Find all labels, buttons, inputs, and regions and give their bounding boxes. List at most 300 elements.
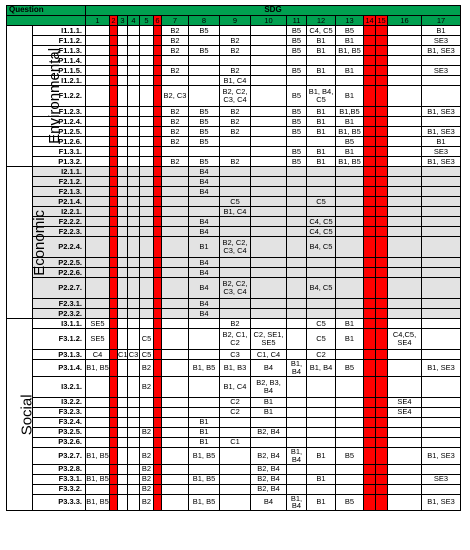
cell-sdg-15 [376, 417, 388, 427]
cell-sdg-4 [128, 197, 140, 207]
cell-sdg-15 [376, 474, 388, 484]
table-row [7, 56, 461, 66]
cell-sdg-17 [422, 86, 461, 107]
cell-sdg-12: B1 [307, 36, 336, 46]
cell-sdg-8: B1, B5 [189, 474, 220, 484]
cell-sdg-7 [162, 397, 189, 407]
cell-sdg-4 [128, 484, 140, 494]
cell-sdg-15 [376, 464, 388, 474]
cell-sdg-13: B1 [336, 86, 364, 107]
cell-sdg-13: B5 [336, 26, 364, 36]
cell-sdg-2 [110, 26, 118, 36]
table-row [7, 66, 461, 76]
cell-sdg-9: B2 [220, 107, 251, 117]
number-row-spacer [7, 16, 86, 26]
question-header: Question [7, 6, 86, 16]
table-row [7, 417, 461, 427]
cell-sdg-4 [128, 217, 140, 227]
cell-sdg-9 [220, 417, 251, 427]
cell-sdg-5 [140, 127, 154, 137]
cell-sdg-14 [364, 237, 376, 258]
cell-sdg-13: B1 [336, 319, 364, 329]
cell-sdg-11 [287, 397, 307, 407]
cell-sdg-3 [118, 237, 128, 258]
cell-sdg-10: C1, C4 [251, 350, 287, 360]
cell-sdg-11 [287, 137, 307, 147]
cell-sdg-6 [154, 329, 162, 350]
cell-sdg-11 [287, 407, 307, 417]
cell-sdg-13: B1 [336, 147, 364, 157]
table-row [7, 157, 461, 167]
cell-sdg-7 [162, 319, 189, 329]
cell-sdg-8: B4 [189, 258, 220, 268]
cell-sdg-5 [140, 107, 154, 117]
cell-sdg-10 [251, 268, 287, 278]
cell-sdg-9 [220, 427, 251, 437]
cell-sdg-12: C2 [307, 350, 336, 360]
cell-sdg-8: B4 [189, 227, 220, 237]
cell-sdg-14 [364, 217, 376, 227]
cell-sdg-14 [364, 309, 376, 319]
cell-sdg-14 [364, 360, 376, 377]
cell-sdg-6 [154, 147, 162, 157]
cell-sdg-12: B1 [307, 117, 336, 127]
cell-sdg-2 [110, 187, 118, 197]
cell-sdg-1 [86, 407, 110, 417]
cell-sdg-4 [128, 437, 140, 447]
cell-sdg-11: B1, B4 [287, 494, 307, 511]
cell-sdg-12: B1 [307, 157, 336, 167]
cell-sdg-7: B2 [162, 137, 189, 147]
cell-sdg-3 [118, 137, 128, 147]
cell-sdg-8 [189, 66, 220, 76]
cell-sdg-1 [86, 464, 110, 474]
cell-sdg-3 [118, 117, 128, 127]
cell-sdg-7 [162, 187, 189, 197]
cell-sdg-2 [110, 427, 118, 437]
cell-sdg-3 [118, 36, 128, 46]
question-code: P1.1.5. [33, 66, 86, 76]
question-code: F1.2.2. [33, 86, 86, 107]
table-row [7, 86, 461, 107]
cell-sdg-14 [364, 278, 376, 299]
cell-sdg-12: B1, B4, C5 [307, 86, 336, 107]
cell-sdg-4: C3 [128, 349, 139, 359]
cell-sdg-6 [154, 350, 162, 360]
cell-sdg-4 [128, 187, 140, 197]
table-row [7, 447, 461, 464]
question-code: P1.2.5. [33, 127, 86, 137]
cell-sdg-8: B1 [189, 427, 220, 437]
cell-sdg-14 [364, 157, 376, 167]
cell-sdg-12 [307, 56, 336, 66]
cell-sdg-7 [162, 76, 189, 86]
cell-sdg-6 [154, 207, 162, 217]
cell-sdg-1 [86, 36, 110, 46]
cell-sdg-7 [162, 407, 189, 417]
cell-sdg-7 [162, 147, 189, 157]
cell-sdg-12: B1 [307, 474, 336, 484]
cell-sdg-1 [86, 427, 110, 437]
cell-sdg-2 [110, 167, 118, 177]
question-code: P1.2.6. [33, 137, 86, 147]
table-row [7, 309, 461, 319]
cell-sdg-11 [287, 474, 307, 484]
cell-sdg-6 [154, 167, 162, 177]
cell-sdg-1 [86, 484, 110, 494]
question-code: P3.1.4. [33, 360, 86, 377]
cell-sdg-14 [364, 258, 376, 268]
cell-sdg-13: B5 [336, 137, 364, 147]
cell-sdg-8 [189, 397, 220, 407]
cell-sdg-3 [118, 127, 128, 137]
cell-sdg-4 [128, 227, 140, 237]
cell-sdg-1 [86, 147, 110, 157]
cell-sdg-5 [140, 46, 154, 56]
cell-sdg-10 [251, 299, 287, 309]
cell-sdg-17: B1 [422, 137, 461, 147]
table-row [7, 427, 461, 437]
cell-sdg-10 [251, 127, 287, 137]
cell-sdg-5 [140, 147, 154, 157]
cell-sdg-14 [364, 76, 376, 86]
cell-sdg-16 [388, 278, 422, 299]
cell-sdg-8 [189, 484, 220, 494]
sdg-col-9: 9 [220, 16, 251, 26]
cell-sdg-13 [336, 309, 364, 319]
cell-sdg-3 [118, 329, 128, 350]
cell-sdg-17 [422, 268, 461, 278]
cell-sdg-10 [251, 207, 287, 217]
cell-sdg-4 [128, 66, 140, 76]
question-code: P3.1.3. [33, 350, 86, 360]
question-code: I1.1.1. [33, 26, 86, 36]
cell-sdg-9 [220, 56, 251, 66]
cell-sdg-5: B2 [140, 484, 154, 494]
cell-sdg-11: B5 [287, 36, 307, 46]
cell-sdg-16 [388, 157, 422, 167]
cell-sdg-16 [388, 217, 422, 227]
cell-sdg-5: B2 [140, 464, 154, 474]
cell-sdg-9: C3 [220, 350, 251, 360]
cell-sdg-7: B2, C3 [162, 86, 189, 107]
cell-sdg-10 [251, 177, 287, 187]
question-code: P1.3.2. [33, 157, 86, 167]
cell-sdg-13: B1,B5 [336, 107, 364, 117]
cell-sdg-8 [189, 147, 220, 157]
cell-sdg-9 [220, 447, 251, 464]
cell-sdg-14 [364, 397, 376, 407]
cell-sdg-17 [422, 56, 461, 66]
cell-sdg-6 [154, 407, 162, 417]
cell-sdg-3 [118, 360, 128, 377]
cell-sdg-7 [162, 437, 189, 447]
cell-sdg-1 [86, 56, 110, 66]
question-code: P2.3.2. [33, 309, 86, 319]
cell-sdg-17 [422, 417, 461, 427]
cell-sdg-8: B5 [189, 137, 220, 147]
cell-sdg-15 [376, 66, 388, 76]
cell-sdg-2 [110, 207, 118, 217]
cell-sdg-5: C5 [140, 350, 154, 360]
cell-sdg-13: B1 [336, 117, 364, 127]
question-code: P3.2.8. [33, 464, 86, 474]
cell-sdg-12 [307, 484, 336, 494]
cell-sdg-12 [307, 187, 336, 197]
cell-sdg-5: B2 [140, 474, 154, 484]
cell-sdg-3 [118, 187, 128, 197]
cell-sdg-15 [376, 447, 388, 464]
cell-sdg-12 [307, 207, 336, 217]
cell-sdg-2 [110, 237, 118, 258]
cell-sdg-8: B1, B5 [189, 447, 220, 464]
cell-sdg-11: B5 [287, 147, 307, 157]
question-code: P3.3.3. [33, 494, 86, 511]
cell-sdg-17: B1, SE3 [422, 127, 461, 137]
cell-sdg-1: B1, B5 [86, 360, 110, 377]
cell-sdg-10 [251, 147, 287, 157]
cell-sdg-6 [154, 177, 162, 187]
cell-sdg-14 [364, 207, 376, 217]
cell-sdg-8 [189, 407, 220, 417]
cell-sdg-15 [376, 319, 388, 329]
cell-sdg-5 [140, 397, 154, 407]
cell-sdg-3 [118, 107, 128, 117]
table-row [7, 117, 461, 127]
cell-sdg-9 [220, 474, 251, 484]
cell-sdg-9 [220, 147, 251, 157]
question-code: P2.2.6. [33, 268, 86, 278]
cell-sdg-13: B5 [336, 494, 364, 511]
cell-sdg-8: B5 [189, 107, 220, 117]
cell-sdg-11 [287, 484, 307, 494]
cell-sdg-8 [189, 319, 220, 329]
cell-sdg-5 [140, 437, 154, 447]
cell-sdg-10 [251, 46, 287, 56]
cell-sdg-11 [287, 56, 307, 66]
cell-sdg-14 [364, 127, 376, 137]
cell-sdg-7 [162, 494, 189, 511]
group-label-text: Social [18, 394, 36, 436]
cell-sdg-3 [118, 417, 128, 427]
cell-sdg-16 [388, 319, 422, 329]
cell-sdg-3 [118, 309, 128, 319]
cell-sdg-14 [364, 107, 376, 117]
question-code: F2.3.1. [33, 299, 86, 309]
cell-sdg-11 [287, 437, 307, 447]
cell-sdg-17 [422, 227, 461, 237]
cell-sdg-2 [110, 177, 118, 187]
question-code: I2.2.1. [33, 207, 86, 217]
cell-sdg-1 [86, 127, 110, 137]
cell-sdg-3 [118, 376, 128, 397]
cell-sdg-16 [388, 268, 422, 278]
table-row [7, 258, 461, 268]
cell-sdg-1 [86, 268, 110, 278]
question-code: I1.2.1. [33, 76, 86, 86]
cell-sdg-5 [140, 36, 154, 46]
cell-sdg-10 [251, 36, 287, 46]
cell-sdg-15 [376, 147, 388, 157]
cell-sdg-4 [128, 207, 140, 217]
cell-sdg-1 [86, 299, 110, 309]
cell-sdg-16: C4,C5, SE4 [388, 329, 422, 350]
cell-sdg-10 [251, 258, 287, 268]
table-row [7, 46, 461, 56]
cell-sdg-2 [110, 319, 118, 329]
cell-sdg-10 [251, 157, 287, 167]
sdg-col-5: 5 [140, 16, 154, 26]
cell-sdg-12: B4, C5 [307, 237, 336, 258]
cell-sdg-8: B1, B5 [189, 494, 220, 511]
cell-sdg-17 [422, 427, 461, 437]
cell-sdg-7 [162, 258, 189, 268]
cell-sdg-14 [364, 56, 376, 66]
cell-sdg-5 [140, 56, 154, 66]
cell-sdg-12: B1 [307, 147, 336, 157]
cell-sdg-5 [140, 258, 154, 268]
cell-sdg-16: SE4 [388, 397, 422, 407]
cell-sdg-17: B1, SE3 [422, 447, 461, 464]
cell-sdg-12: B1, B4 [307, 360, 336, 377]
table-row [7, 278, 461, 299]
cell-sdg-7 [162, 299, 189, 309]
cell-sdg-9 [220, 26, 251, 36]
cell-sdg-6 [154, 427, 162, 437]
cell-sdg-8: B5 [189, 117, 220, 127]
cell-sdg-17: SE3 [422, 66, 461, 76]
cell-sdg-12: C5 [307, 319, 336, 329]
cell-sdg-16 [388, 309, 422, 319]
cell-sdg-16 [388, 360, 422, 377]
cell-sdg-10: B2, B3, B4 [251, 376, 287, 397]
cell-sdg-2 [110, 268, 118, 278]
cell-sdg-9 [220, 309, 251, 319]
cell-sdg-10 [251, 76, 287, 86]
cell-sdg-8 [189, 207, 220, 217]
cell-sdg-11 [287, 329, 307, 350]
cell-sdg-8: B5 [189, 26, 220, 36]
cell-sdg-2 [110, 56, 118, 66]
table-row [7, 484, 461, 494]
sdg-col-13: 13 [336, 16, 364, 26]
cell-sdg-14 [364, 427, 376, 437]
cell-sdg-15 [376, 187, 388, 197]
cell-sdg-3 [118, 76, 128, 86]
cell-sdg-2 [110, 36, 118, 46]
cell-sdg-16 [388, 227, 422, 237]
cell-sdg-9: B2, C2, C3, C4 [220, 86, 251, 107]
cell-sdg-9: B2 [220, 66, 251, 76]
cell-sdg-15 [376, 56, 388, 66]
cell-sdg-1 [86, 397, 110, 407]
cell-sdg-14 [364, 187, 376, 197]
cell-sdg-6 [154, 157, 162, 167]
cell-sdg-12: B1 [307, 447, 336, 464]
cell-sdg-1 [86, 187, 110, 197]
cell-sdg-7 [162, 447, 189, 464]
cell-sdg-17 [422, 309, 461, 319]
cell-sdg-16 [388, 56, 422, 66]
cell-sdg-9 [220, 227, 251, 237]
cell-sdg-6 [154, 309, 162, 319]
cell-sdg-4 [128, 117, 140, 127]
cell-sdg-6 [154, 237, 162, 258]
cell-sdg-6 [154, 319, 162, 329]
cell-sdg-3 [118, 447, 128, 464]
cell-sdg-16 [388, 86, 422, 107]
cell-sdg-6 [154, 299, 162, 309]
sdg-col-11: 11 [287, 16, 307, 26]
question-code: F2.1.2. [33, 177, 86, 187]
cell-sdg-12: C4, C5 [307, 227, 336, 237]
cell-sdg-10 [251, 437, 287, 447]
cell-sdg-14 [364, 464, 376, 474]
cell-sdg-2 [110, 360, 118, 377]
cell-sdg-16 [388, 117, 422, 127]
cell-sdg-15 [376, 427, 388, 437]
cell-sdg-2 [110, 76, 118, 86]
cell-sdg-8 [189, 56, 220, 66]
cell-sdg-9 [220, 167, 251, 177]
cell-sdg-15 [376, 227, 388, 237]
cell-sdg-14 [364, 117, 376, 127]
cell-sdg-2 [110, 278, 118, 299]
cell-sdg-7 [162, 167, 189, 177]
cell-sdg-10: B2, B4 [251, 447, 287, 464]
cell-sdg-15 [376, 494, 388, 511]
cell-sdg-3 [118, 177, 128, 187]
cell-sdg-1 [86, 437, 110, 447]
cell-sdg-5 [140, 117, 154, 127]
cell-sdg-8: B4 [189, 299, 220, 309]
cell-sdg-5: B2 [140, 494, 154, 511]
cell-sdg-12: C5 [307, 197, 336, 207]
cell-sdg-4 [128, 107, 140, 117]
cell-sdg-4 [128, 157, 140, 167]
cell-sdg-1 [86, 237, 110, 258]
cell-sdg-16 [388, 137, 422, 147]
cell-sdg-8 [189, 376, 220, 397]
cell-sdg-14 [364, 484, 376, 494]
cell-sdg-5 [140, 407, 154, 417]
cell-sdg-15 [376, 299, 388, 309]
cell-sdg-17 [422, 237, 461, 258]
cell-sdg-4 [128, 76, 140, 86]
cell-sdg-8 [189, 329, 220, 350]
cell-sdg-11 [287, 207, 307, 217]
cell-sdg-11: B5 [287, 117, 307, 127]
cell-sdg-10: B2, B4 [251, 464, 287, 474]
group-label-environmental [7, 26, 64, 167]
cell-sdg-11 [287, 177, 307, 187]
cell-sdg-4 [128, 417, 140, 427]
cell-sdg-16 [388, 417, 422, 427]
cell-sdg-11: B1, B4 [287, 447, 307, 464]
cell-sdg-11: B5 [287, 107, 307, 117]
cell-sdg-1 [86, 258, 110, 268]
question-code: I2.1.1. [33, 167, 86, 177]
cell-sdg-17 [422, 278, 461, 299]
cell-sdg-12 [307, 309, 336, 319]
cell-sdg-4 [128, 56, 140, 66]
cell-sdg-8: B1, B5 [189, 360, 220, 377]
cell-sdg-10 [251, 107, 287, 117]
cell-sdg-13: B1 [336, 329, 364, 350]
cell-sdg-16 [388, 26, 422, 36]
question-code: P2.2.5. [33, 258, 86, 268]
cell-sdg-10 [251, 217, 287, 227]
